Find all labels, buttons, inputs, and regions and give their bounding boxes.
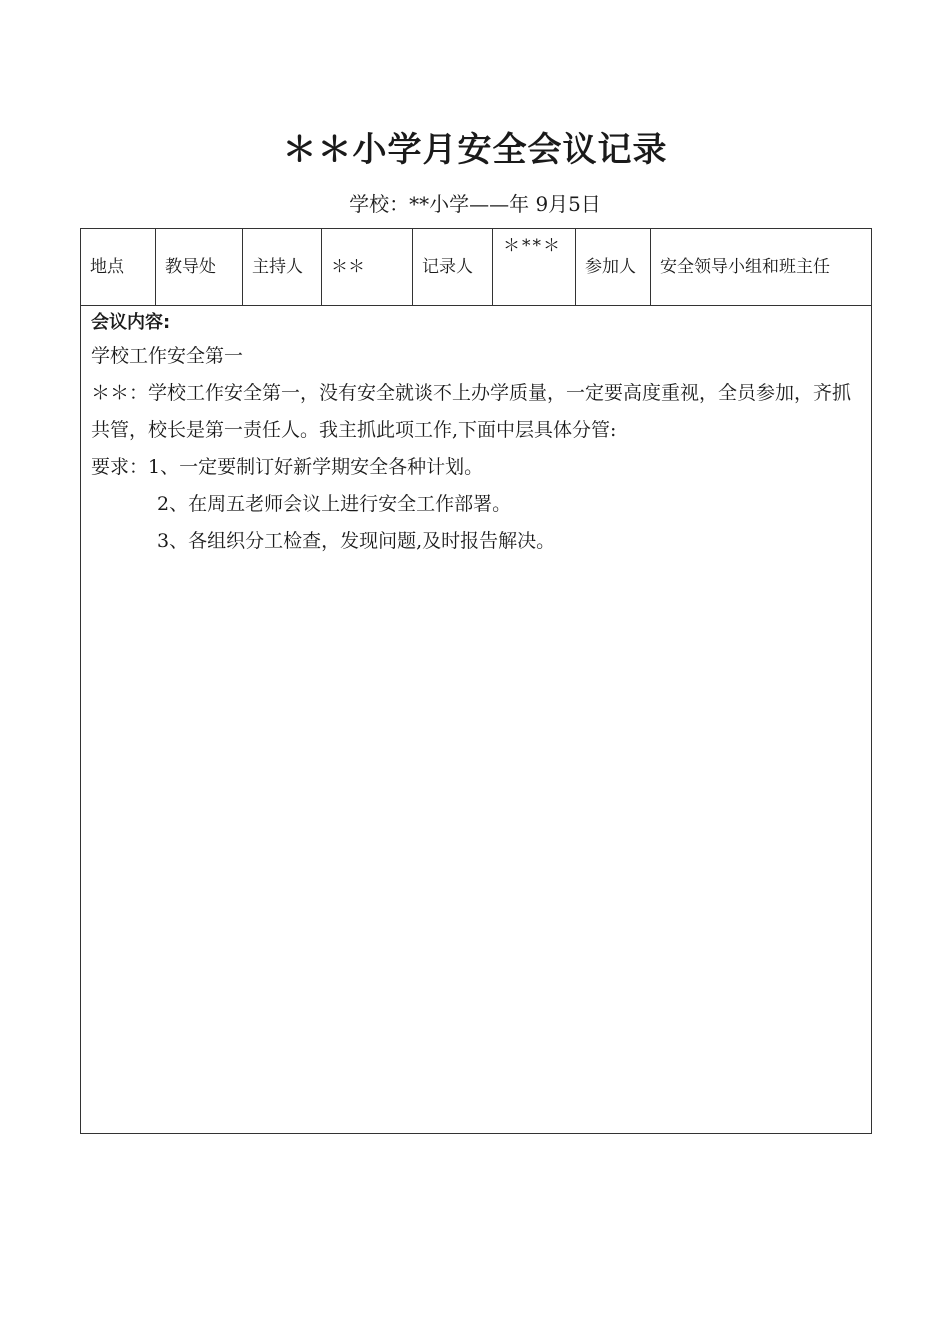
requirement-item-2: 2、在周五老师会议上进行安全工作部署。 xyxy=(157,493,512,515)
host-value: ＊＊ xyxy=(322,229,413,306)
participants-value: 安全领导小组和班主任 xyxy=(651,229,872,306)
info-row xyxy=(81,229,872,306)
content-heading: 会议内容: xyxy=(91,312,171,333)
document-title: ＊＊小学月安全会议记录 xyxy=(282,130,668,170)
location-value: 教导处 xyxy=(156,229,243,306)
host-label: 主持人 xyxy=(243,229,322,306)
meeting-record-table xyxy=(80,228,872,1134)
recorder-label: 记录人 xyxy=(413,229,493,306)
location-label: 地点 xyxy=(81,229,156,306)
content-paragraph: ＊＊：学校工作安全第一，没有安全就谈不上办学质量，一定要高度重视，全员参加，齐抓共管，校长是第一责任人。我主抓此项工作,下面中层具体分管: xyxy=(91,382,852,441)
requirement-item-3: 3、各组织分工检查，发现问题,及时报告解决。 xyxy=(157,530,556,552)
content-topic: 学校工作安全第一 xyxy=(91,345,244,367)
document-subtitle: 学校：**小学——年 9月5日 xyxy=(349,192,601,216)
requirement-item-1: 要求：1、一定要制订好新学期安全各种计划。 xyxy=(91,456,484,478)
recorder-value: ＊**＊ xyxy=(493,229,576,306)
meeting-content-cell xyxy=(81,306,872,1134)
participants-label: 参加人 xyxy=(576,229,651,306)
content-row xyxy=(81,306,872,1134)
